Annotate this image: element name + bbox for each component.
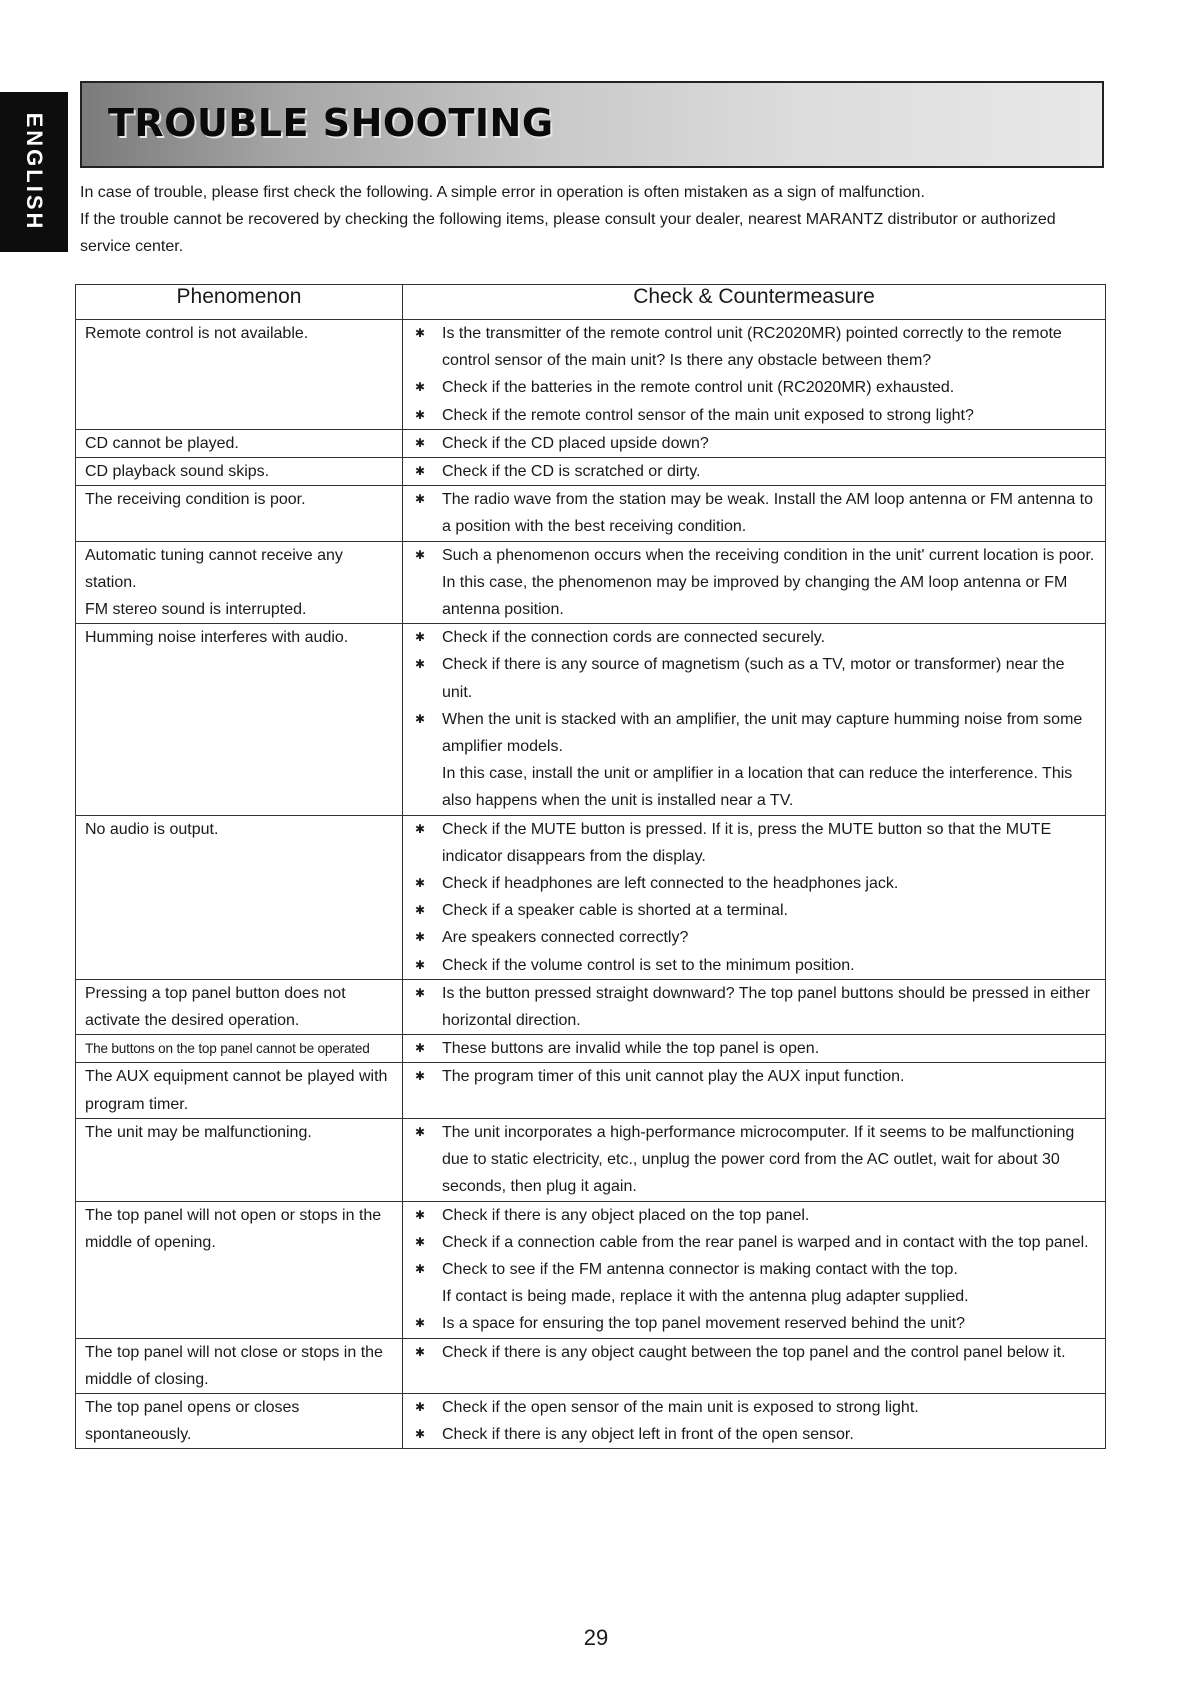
countermeasure-item: ✱ Check if a connection cable from the rear panel is warped and in contact with the top panel. [415,1229,1095,1256]
countermeasure-item: ✱ Is the transmitter of the remote control unit (RC2020MR) pointed correctly to the remote control sensor of the main unit? Is there any obstacle between them? [415,320,1095,374]
phenomenon-cell [76,486,403,541]
countermeasure-cell [403,541,1106,624]
countermeasure-item: ✱ The radio wave from the station may be weak. Install the AM loop antenna or FM antenna to a position with the best receiving condition. [415,486,1095,540]
countermeasure-continuation: If contact is being made, replace it with the antenna plug adapter supplied. [442,1288,969,1306]
countermeasure-item: ✱ Check if the MUTE button is pressed. If it is, press the MUTE button so that the MUTE indicator disappears from the display. [415,816,1095,870]
countermeasure-item: ✱ Check if the batteries in the remote control unit (RC2020MR) exhausted. [415,374,1095,401]
table-header-row [76,285,1106,320]
table-row [76,1338,1106,1393]
countermeasure-item: ✱ Such a phenomenon occurs when the receiving condition in the unit' current location is poor. In this case, the phenomenon may be improved by changing the AM loop antenna or FM antenna position. [415,542,1095,624]
page-number: 29 [583,1625,609,1650]
phenomenon-cell [76,1201,403,1338]
phenomenon-text: Humming noise interferes with audio. [85,629,349,647]
phenomenon-text: CD playback sound skips. [85,463,270,481]
table-row [76,458,1106,486]
table-row [76,541,1106,624]
countermeasure-item: ✱ Check if the CD placed upside down? [415,430,1095,457]
countermeasure-item: ✱ Check if there is any object placed on the top panel. [415,1202,1095,1229]
countermeasure-cell [403,815,1106,979]
phenomenon-cell [76,320,403,430]
phenomenon-text: The receiving condition is poor. [85,491,306,509]
countermeasure-item: ✱ These buttons are invalid while the top panel is open. [415,1035,1095,1062]
countermeasure-item: ✱ Check if there is any source of magnetism (such as a TV, motor or transformer) near the unit. [415,651,1095,705]
countermeasure-item: ✱ Check if the volume control is set to the minimum position. [415,952,1095,979]
phenomenon-text: Pressing a top panel button does not activate the desired operation. [85,984,346,1030]
phenomenon-text: The AUX equipment cannot be played with program timer. [85,1068,388,1113]
phenomenon-text: Remote control is not available. [85,325,309,342]
countermeasure-item: ✱ The unit incorporates a high-performance microcomputer. If it seems to be malfunctioning due to static electricity, etc., unplug the power cord from the AC outlet, wait for about 30 seconds, then plug it again. [415,1119,1095,1201]
countermeasure-item: ✱ Is the button pressed straight downward? The top panel buttons should be pressed in either horizontal direction. [415,980,1095,1034]
table-row [76,1063,1106,1118]
countermeasure-item: ✱ Check if the open sensor of the main unit is exposed to strong light. [415,1394,1095,1421]
table-row [76,979,1106,1034]
table-row [76,624,1106,815]
phenomenon-text: The unit may be malfunctioning. [85,1123,312,1141]
countermeasure-item: ✱ When the unit is stacked with an amplifier, the unit may capture humming noise from some amplifier models. [415,706,1095,760]
phenomenon-cell [76,1393,403,1448]
countermeasure-cell [403,1063,1106,1118]
table-row [76,486,1106,541]
column-header-phenomenon: Phenomenon [76,285,403,320]
countermeasure-item: ✱ Check if there is any object caught between the top panel and the control panel below it. [415,1339,1095,1366]
countermeasure-cell [403,1201,1106,1338]
intro-paragraph-1: In case of trouble, please first check the following. A simple error in operation is often mistaken as a sign of malfunction. [80,184,925,201]
countermeasure-item: ✱ Check if there is any object left in front of the open sensor. [415,1421,1095,1448]
phenomenon-text: The top panel opens or closes spontaneously. [85,1398,300,1444]
countermeasure-item: ✱ Check if headphones are left connected to the headphones jack. [415,870,1095,897]
column-header-check: Check & Countermeasure [403,285,1106,320]
language-side-tab [0,92,68,252]
phenomenon-text: The top panel will not close or stops in the middle of closing. [85,1343,383,1388]
title-banner [80,81,1104,168]
countermeasure-item: ✱ Check if the CD is scratched or dirty. [415,458,1095,485]
phenomenon-text: FM stereo sound is interrupted. [85,601,307,619]
phenomenon-cell [76,1063,403,1118]
table-row [76,429,1106,457]
table-row [76,815,1106,979]
countermeasure-item: ✱ Check if a speaker cable is shorted at a terminal. [415,897,1095,924]
countermeasure-cell [403,458,1106,486]
phenomenon-text: Automatic tuning cannot receive any station. [85,546,343,591]
table-row [76,1201,1106,1338]
countermeasure-continuation: In this case, install the unit or amplifier in a location that can reduce the interference. This also happens when the unit is installed near a TV. [442,765,1073,810]
phenomenon-cell [76,429,403,457]
intro-paragraph-2: If the trouble cannot be recovered by checking the following items, please consult your dealer, nearest MARANTZ distributor or authorized service center. [80,211,1056,255]
phenomenon-cell [76,624,403,815]
countermeasure-cell [403,1393,1106,1448]
countermeasure-cell [403,1118,1106,1201]
intro-text [80,179,1110,260]
countermeasure-item: ✱ Check to see if the FM antenna connector is making contact with the top. [415,1256,1095,1283]
phenomenon-cell [76,815,403,979]
phenomenon-cell [76,458,403,486]
table-row [76,1118,1106,1201]
table-body [76,320,1106,1449]
countermeasure-cell [403,1035,1106,1063]
countermeasure-item: ✱ The program timer of this unit cannot play the AUX input function. [415,1063,1095,1090]
countermeasure-cell [403,1338,1106,1393]
table-row [76,1393,1106,1448]
table-row [76,1035,1106,1063]
countermeasure-item: ✱ Check if the connection cords are connected securely. [415,624,1095,651]
page-title: TROUBLE SHOOTING [108,101,554,145]
phenomenon-text: No audio is output. [85,820,219,838]
countermeasure-item: ✱ Are speakers connected correctly? [415,924,1095,951]
phenomenon-text: The buttons on the top panel cannot be operated [85,1041,370,1057]
countermeasure-cell [403,624,1106,815]
troubleshooting-table [75,284,1106,1449]
phenomenon-text: The top panel will not open or stops in the middle of opening. [85,1206,382,1251]
countermeasure-cell [403,429,1106,457]
countermeasure-item: ✱ Check if the remote control sensor of the main unit exposed to strong light? [415,402,1095,429]
phenomenon-cell [76,1118,403,1201]
phenomenon-cell [76,1338,403,1393]
language-label: ENGLISH [22,112,47,232]
table-row [76,320,1106,430]
phenomenon-cell [76,1035,403,1063]
phenomenon-cell [76,979,403,1034]
phenomenon-cell [76,541,403,624]
countermeasure-cell [403,979,1106,1034]
countermeasure-item: ✱ Is a space for ensuring the top panel movement reserved behind the unit? [415,1310,1095,1337]
phenomenon-text: CD cannot be played. [85,434,239,452]
countermeasure-cell [403,320,1106,430]
countermeasure-cell [403,486,1106,541]
